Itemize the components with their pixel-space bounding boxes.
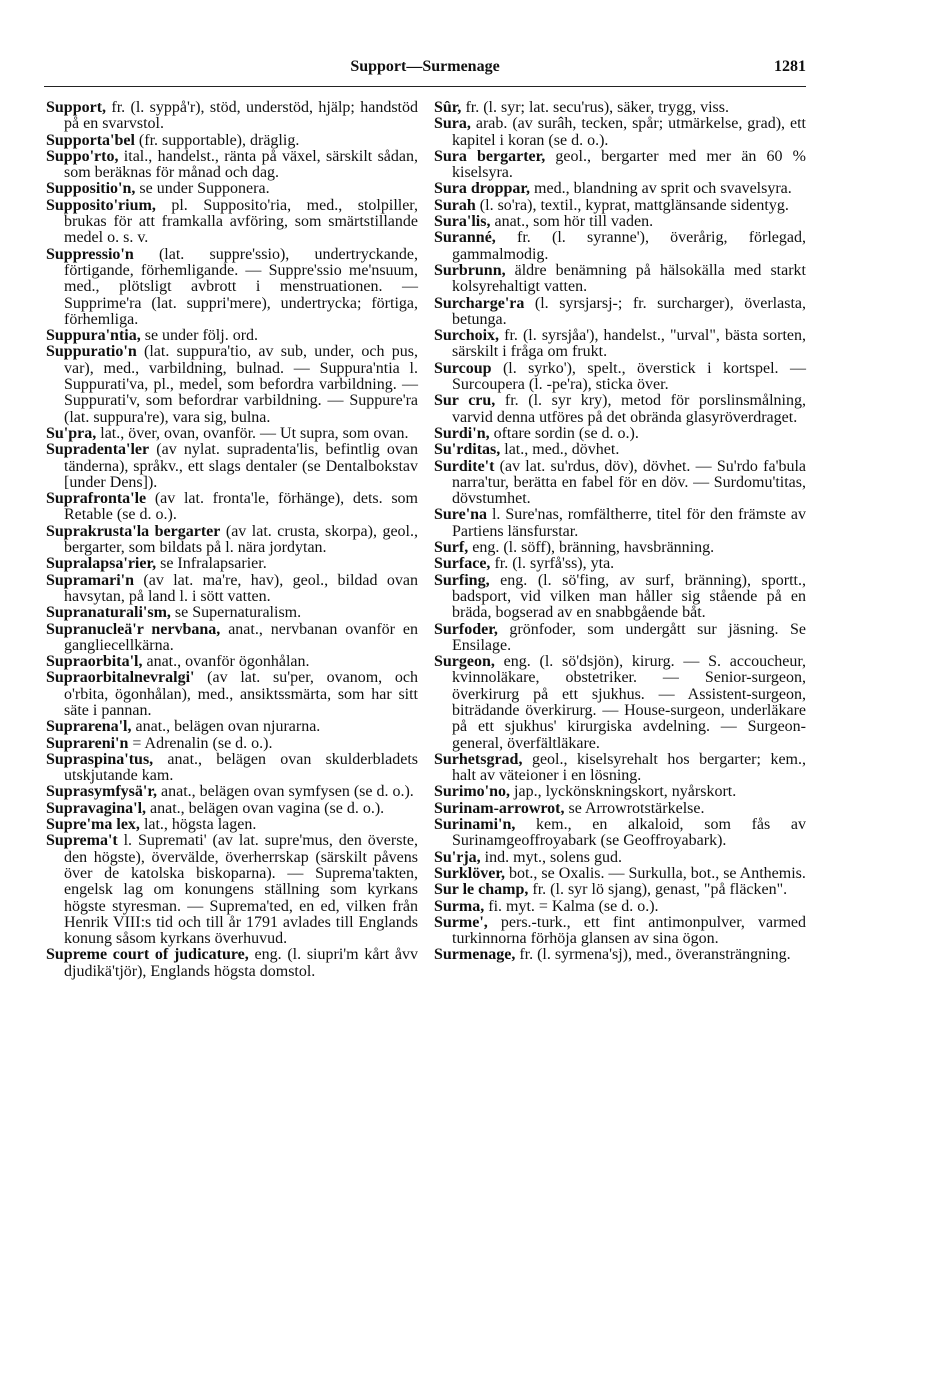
entry-definition: fr. (l. syr lö sjang), genast, "på fläcken". xyxy=(528,881,788,899)
entry-headword: Surf, xyxy=(434,539,469,557)
entry-headword: Supramari'n xyxy=(46,571,135,589)
dictionary-entry xyxy=(46,605,418,621)
entry-definition: ind. myt., solens gud. xyxy=(480,848,623,866)
dictionary-entry xyxy=(434,915,806,948)
dictionary-entry xyxy=(434,149,806,182)
entry-definition: jap., lyckönskningskort, nyårskort. xyxy=(510,783,737,801)
entry-headword: Surdite't xyxy=(434,457,495,475)
dictionary-entry xyxy=(434,442,806,458)
entry-headword: Sure'na xyxy=(434,506,488,524)
entry-headword: Surdi'n, xyxy=(434,424,490,442)
entry-definition: (l. syrko'), spelt., överstick i kortspel. — Surcoupera (l. -pe'ra), sticka över. xyxy=(452,359,806,394)
entry-definition: (lat. suppura'tio, av sub, under, och pus, var), med., varbildning, bulnad. — Suppura'ntia l. Suppurati'va, pl., medel, som befordra varbildning. — Suppurati'v, som befordrar varbildning. — Suppure'ra (lat. suppura're), vara sig, bulna. xyxy=(64,343,418,426)
dictionary-entry xyxy=(434,507,806,540)
entry-headword: Sura, xyxy=(434,115,471,133)
running-head: Support—Surmenage xyxy=(350,58,500,75)
entry-headword: Su'rditas, xyxy=(434,441,501,459)
entry-definition: = Adrenalin (se d. o.). xyxy=(128,734,273,752)
entry-definition: arab. (av surâh, tecken, spår; utmärkelse, grad), ett kapitel i koran (se d. o.). xyxy=(452,115,806,149)
entry-definition: se under Supponera. xyxy=(135,180,270,198)
entry-headword: Sura droppar, xyxy=(434,180,531,198)
entry-definition: fr. (l. syrfå'ss), yta. xyxy=(490,555,615,573)
entry-definition: anat., belägen ovan symfysen (se d. o.). xyxy=(156,783,414,801)
dictionary-entry xyxy=(46,344,418,425)
entry-definition: fr. (l. syr; lat. secu'rus), säker, trygg, viss. xyxy=(461,99,729,116)
left-column xyxy=(46,100,418,980)
entry-headword: Su'rja, xyxy=(434,848,481,866)
entry-definition: (l. so'ra), textil., kyprat, mattglänsande sidentyg. xyxy=(475,196,789,214)
entry-definition: kem., en alkaloid, som fås av Surinamgeoffroyabark (se Geoffroyabark). xyxy=(452,816,806,850)
entry-headword: Surface, xyxy=(434,555,491,573)
entry-definition: eng. (l. siupri'm kårt åvv djudikä'tjör), Englands högsta domstol. xyxy=(64,946,419,980)
entry-headword: Supranucleä'r nervbana, xyxy=(46,620,221,638)
dictionary-entry xyxy=(46,817,418,833)
entry-headword: Suppuratio'n xyxy=(46,343,137,361)
entry-definition: se Supernaturalism. xyxy=(170,604,302,622)
dictionary-entry xyxy=(46,556,418,572)
entry-headword: Surcharge'ra xyxy=(434,294,525,312)
entry-definition: l. Sure'nas, romfältherre, titel för den främste av Partiens länsfurstar. xyxy=(452,506,806,540)
dictionary-entry xyxy=(434,100,806,116)
entry-headword: Surimo'no, xyxy=(434,783,511,801)
dictionary-entry xyxy=(46,752,418,785)
entry-headword: Suranné, xyxy=(434,229,496,247)
entry-definition: anat., belägen ovan njurarna. xyxy=(131,718,321,736)
dictionary-entry xyxy=(434,426,806,442)
entry-headword: Suppositio'n, xyxy=(46,180,136,198)
dictionary-entry xyxy=(46,573,418,606)
entry-headword: Surfoder, xyxy=(434,620,498,638)
entry-definition: geol., bergarter med mer än 60 % kiselsyra. xyxy=(452,147,807,182)
entry-definition: (av lat. su'rdus, döv), dövhet. — Su'rdo fa'bula narra'tur, berätta en fabel för en döv. — Surdomu'titas, dövstumhet. xyxy=(452,457,806,508)
entry-headword: Suprareni'n xyxy=(46,734,129,752)
dictionary-entry xyxy=(434,198,806,214)
dictionary-entry xyxy=(434,850,806,866)
entry-headword: Surhetsgrad, xyxy=(434,750,523,768)
dictionary-entry xyxy=(46,736,418,752)
dictionary-entry xyxy=(434,899,806,915)
dictionary-entry xyxy=(46,947,418,980)
dictionary-entry xyxy=(434,622,806,655)
entry-headword: Surma, xyxy=(434,897,485,915)
dictionary-entry xyxy=(46,801,418,817)
entry-definition: (av nylat. supradenta'lis, befintlig ovan tänderna), språkv., ett slags dentaler (se Dentalbokstav [under Dens]). xyxy=(64,441,418,491)
entry-definition: lat., över, ovan, ovanför. — Ut supra, som ovan. xyxy=(96,424,409,442)
entry-definition: anat., belägen ovan skulderbladets utskjutande kam. xyxy=(64,750,418,785)
dictionary-entry xyxy=(46,426,418,442)
dictionary-entry xyxy=(46,181,418,197)
entry-headword: Sur le champ, xyxy=(434,881,529,899)
dictionary-entry xyxy=(46,654,418,670)
dictionary-entry xyxy=(46,100,418,133)
entry-headword: Supre'ma lex, xyxy=(46,816,140,834)
entry-definition: pers.-turk., ett fint antimonpulver, varmed turkinnorna förhöja glansen av sina ögon. xyxy=(452,913,806,948)
dictionary-entry xyxy=(434,459,806,508)
entry-definition: (av lat. ma're, hav), geol., bildad ovan havsytan, på land l. i sött vatten. xyxy=(64,571,418,605)
dictionary-entry xyxy=(434,882,806,898)
entry-definition: (av lat. su'per, ovanom, och o'rbita, ögonhålan), med., ansiktssmärta, som har sitt säte i pannan. xyxy=(64,669,418,719)
dictionary-entry xyxy=(46,784,418,800)
entry-headword: Surcoup xyxy=(434,359,492,377)
dictionary-entry xyxy=(434,230,806,263)
entry-headword: Suprafronta'le xyxy=(46,490,147,508)
dictionary-entry xyxy=(434,361,806,394)
entry-headword: Supravagina'l, xyxy=(46,799,147,817)
entry-headword: Surchoix, xyxy=(434,327,500,345)
entry-headword: Surmenage, xyxy=(434,946,516,964)
entry-definition: anat., ovanför ögonhålan. xyxy=(142,653,310,671)
entry-definition: fr. (l. syppå'r), stöd, understöd, hjälp; handstöd på en svarvstol. xyxy=(64,99,418,133)
right-column xyxy=(434,100,806,964)
entry-headword: Supradenta'ler xyxy=(46,441,150,459)
dictionary-entry xyxy=(434,263,806,296)
dictionary-entry xyxy=(434,947,806,963)
entry-definition: anat., belägen ovan vagina (se d. o.). xyxy=(146,799,385,817)
entry-headword: Supralapsa'rier, xyxy=(46,555,157,573)
entry-definition: fr. (l. syrmena'sj), med., överansträngning. xyxy=(515,946,791,964)
entry-headword: Su'pra, xyxy=(46,424,97,442)
dictionary-entry xyxy=(46,670,418,719)
entry-definition: se under följ. ord. xyxy=(140,327,259,345)
entry-headword: Suprarena'l, xyxy=(46,718,132,736)
entry-definition: eng. (l. sö'fing, av surf, bränning), sportt., badsport, vid vilken man håller sig stående på en bräda, bogserad av en snabbgående båt. xyxy=(452,571,806,622)
entry-definition: med., blandning av sprit och svavelsyra. xyxy=(530,180,792,198)
dictionary-entry xyxy=(434,784,806,800)
entry-headword: Supraorbitalnevralgi' xyxy=(46,669,195,687)
entry-headword: Sur cru, xyxy=(434,392,496,410)
dictionary-entry xyxy=(46,524,418,557)
entry-definition: bot., se Oxalis. — Surkulla, bot., se Anthemis. xyxy=(504,864,806,882)
entry-headword: Surgeon, xyxy=(434,653,495,671)
dictionary-entry xyxy=(434,214,806,230)
entry-definition: pl. Supposito'ria, med., stolpiller, brukas för att framkalla avföring, som smärtstillande medel o. s. v. xyxy=(64,196,418,247)
entry-headword: Surinam-arrowrot, xyxy=(434,799,565,817)
entry-headword: Supreme court of judicature, xyxy=(46,946,249,964)
entry-headword: Suprema't xyxy=(46,832,118,850)
dictionary-entry xyxy=(434,866,806,882)
entry-headword: Supraorbita'l, xyxy=(46,653,143,671)
entry-definition: grönfoder, som undergått sur jäsning. Se Ensilage. xyxy=(452,620,806,654)
entry-headword: Support, xyxy=(46,99,107,116)
entry-headword: Suppo'rto, xyxy=(46,147,119,165)
entry-headword: Sura bergarter, xyxy=(434,147,546,165)
entry-definition: ital., handelst., ränta på växel, särskilt sådan, som beräknas för månad och dag. xyxy=(64,147,418,182)
entry-headword: Supraspina'tus, xyxy=(46,750,154,768)
dictionary-entry xyxy=(46,149,418,182)
entry-definition: lat., med., dövhet. xyxy=(500,441,620,459)
dictionary-entry xyxy=(434,296,806,329)
entry-headword: Surbrunn, xyxy=(434,261,506,279)
entry-definition: geol., kiselsyrehalt hos bergarter; kem., halt av väteioner i en lösning. xyxy=(452,750,806,785)
dictionary-entry xyxy=(46,247,418,328)
dictionary-entry xyxy=(434,393,806,426)
entry-definition: fr. (l. syr kry), metod för porslinsmålning, varvid denna utföres på det obrända glasyröverdraget. xyxy=(452,392,806,426)
dictionary-entry xyxy=(434,654,806,752)
entry-definition: lat., högsta lagen. xyxy=(139,816,257,834)
entry-definition: (av lat. crusta, skorpa), geol., bergarter, som bildats på l. nära jordytan. xyxy=(64,522,419,557)
entry-definition: fr. (l. syranne'), överårig, förlegad, gammalmodig. xyxy=(452,229,806,263)
dictionary-entry xyxy=(434,181,806,197)
dictionary-entry xyxy=(46,622,418,655)
entry-definition: eng. (l. sö'dsjön), kirurg. — S. accoucheur, kvinnoläkare, obstetriker. — Senior-surgeon, överkirurg på ett sjukhus. — Assistent-surgeon, biträdande överkirurg. — House-surgeon, underläkare på ett sjukhus' kirurgiska avdelning. — Surgeon-general, överfältläkare. xyxy=(452,653,806,752)
entry-definition: (l. syrsjarsj-; fr. surcharger), överlasta, betunga. xyxy=(452,294,806,328)
entry-definition: l. Supremati' (av lat. supre'mus, den överste, den högste), övervälde, överherrskap (särskilt påvens över de katolska biskoparna). — Suprema'takten, engelsk lag om konungens ställning som kyrkans högste styresman. — Suprema'ted, en ed, vilken från Henrik VIII:s tid och till år 1791 avlades till Englands konung såsom kyrkans överhuvud. xyxy=(64,832,418,948)
entry-headword: Supposito'rium, xyxy=(46,196,156,214)
entry-headword: Surme', xyxy=(434,913,488,931)
entry-definition: se Arrowrotstärkelse. xyxy=(564,799,705,817)
entry-definition: eng. (l. söff), bränning, havsbränning. xyxy=(468,539,715,557)
entry-definition: oftare sordin (se d. o.). xyxy=(489,424,639,442)
dictionary-entry xyxy=(434,573,806,622)
entry-definition: se Infralapsarier. xyxy=(156,555,267,573)
entry-definition: fr. (l. syrsjåa'), handelst., "urval", bästa sorten, särskilt i fråga om frukt. xyxy=(452,327,806,361)
entry-headword: Surklöver, xyxy=(434,864,505,882)
dictionary-entry xyxy=(434,556,806,572)
entry-definition: fi. myt. = Kalma (se d. o.). xyxy=(484,897,659,915)
entry-definition: (lat. suppre'ssio), undertryckande, förtigande, förhemligande. — Suppre'ssio me'nsuum, med., plötsligt avbrott i menstruationen. — Supprime'ra (lat. suppri'mere), undertrycka; förtiga, förhemliga. xyxy=(64,245,418,328)
dictionary-entry xyxy=(434,801,806,817)
page-number: 1281 xyxy=(774,58,806,75)
dictionary-entry xyxy=(46,328,418,344)
dictionary-entry xyxy=(46,442,418,491)
dictionary-entry xyxy=(46,833,418,947)
entry-definition: (av lat. fronta'le, förhänge), dets. som Retable (se d. o.). xyxy=(64,490,418,524)
entry-headword: Suppressio'n xyxy=(46,245,134,263)
page-header xyxy=(44,58,806,82)
entry-headword: Sura'lis, xyxy=(434,213,491,231)
entry-headword: Surah xyxy=(434,196,476,214)
entry-headword: Surfing, xyxy=(434,571,490,589)
dictionary-entry xyxy=(434,116,806,149)
entry-headword: Sûr, xyxy=(434,99,462,116)
entry-headword: Supporta'bel xyxy=(46,131,135,149)
entry-headword: Surinami'n, xyxy=(434,816,516,834)
dictionary-entry xyxy=(46,133,418,149)
entry-definition: anat., som hör till vaden. xyxy=(490,213,654,231)
entry-headword: Suppura'ntia, xyxy=(46,327,141,345)
entry-headword: Suprasymfysä'r, xyxy=(46,783,157,801)
entry-definition: anat., nervbanan ovanför en gangliecellkärna. xyxy=(64,620,418,654)
dictionary-entry xyxy=(46,491,418,524)
entry-definition: äldre benämning på hälsokälla med starkt kolsyrehaltigt vatten. xyxy=(452,261,806,296)
dictionary-entry xyxy=(434,817,806,850)
dictionary-entry xyxy=(46,198,418,247)
entry-headword: Suprakrusta'la bergarter xyxy=(46,522,221,540)
dictionary-entry xyxy=(434,328,806,361)
entry-headword: Supranaturali'sm, xyxy=(46,604,171,622)
entry-definition: (fr. supportable), dräglig. xyxy=(134,131,300,149)
dictionary-entry xyxy=(434,540,806,556)
dictionary-entry xyxy=(46,719,418,735)
dictionary-entry xyxy=(434,752,806,785)
header-rule xyxy=(44,86,806,87)
